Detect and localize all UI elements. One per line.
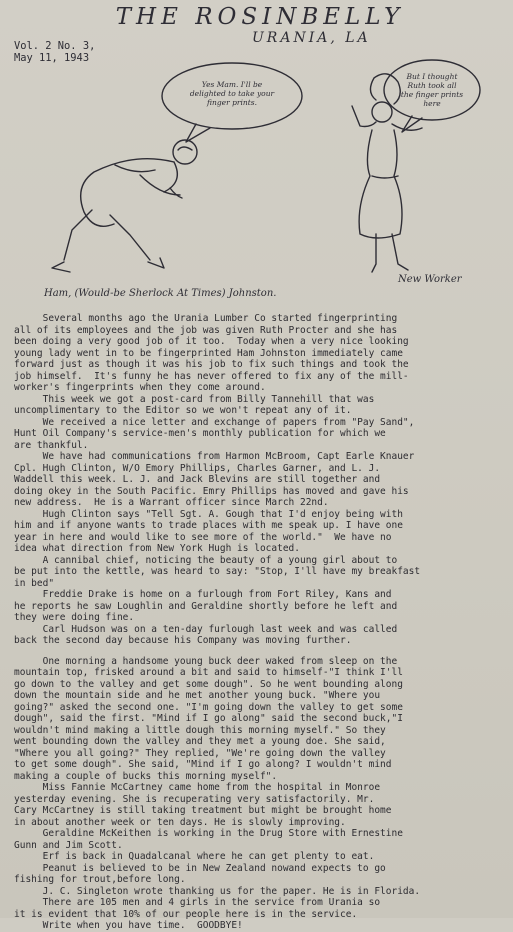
article-line: be put into the kettle, was heard to say: "Stop, I'll have my breakfast [14,566,421,577]
article-line: There are 105 men and 4 girls in the service from Urania so [14,897,381,908]
article-line: back the second day because his Company was moving further. [14,635,352,646]
article-line: doing okey in the South Pacific. Emry Phillips has moved and gave his [14,485,409,497]
article-line: making a couple of bucks this morning myself". [14,770,278,782]
cartoon-illustration [0,0,513,310]
article-line: to get some dough". She said, "Mind if I go along? I wouldn't mind [14,759,392,770]
article-line: new address. He is a Warrant officer since March 22nd. [14,497,329,508]
article-line: job himself. It's funny he has never offered to fix any of the mill- [14,370,409,382]
article-line: going?" asked the second one. "I'm going down the valley to get some [14,701,403,713]
article-line: worker's fingerprints when they come around. [14,382,266,393]
man-figure [52,140,197,272]
right-bubble-line: But I thought [406,72,458,81]
article-line: forward just as though it was his job to fix such things and took the [14,359,409,370]
article-line: in about another week or ten days. He is slowly improving. [14,816,346,828]
right-bubble-text [396,72,468,108]
article-line: Geraldine McKeithen is working in the Drug Store with Ernestine [14,828,403,839]
article-line: young lady went in to be fingerprinted Ham Johnston immediately came [14,347,403,359]
left-caption: Ham, (Would-be Sherlock At Times) Johnston. [44,288,277,299]
article-line: Hunt Oil Company's service-men's monthly publication for which we [14,428,386,439]
article-line: fishing for trout,before long. [14,874,186,885]
article-line: in bed" [14,577,55,589]
article-line: Cary McCartney is still taking treatment but might be brought home [14,805,392,816]
masthead-title: THE ROSINBELLY [115,4,405,30]
article-line: are thankful. [14,439,89,451]
article-line: "Where you all going?" They replied, "We're going down the valley [14,747,386,759]
article-line: mountain top, frisked around a bit and said to himself-"I think I'll [14,667,403,678]
article-line: Hugh Clinton says "Tell Sgt. A. Gough that I'd enjoy being with [14,508,403,520]
article-line: Write when you have time. GOODBYE! [14,920,243,931]
article-line: Freddie Drake is home on a furlough from Fort Riley, Kans and [14,589,392,600]
article-line: dough", said the first. "Mind if I go along" said the second buck,"I [14,713,403,724]
article-line: went bounding down the valley and they met a young doe. She said, [14,736,386,747]
left-bubble-line: finger prints. [207,98,257,107]
article-block [14,656,506,932]
article-line: year in here and would like to see more of the world." We have no [14,531,392,543]
article-line: J. C. Singleton wrote thanking us for the paper. He is in Florida. [14,885,421,897]
article-line: Waddell this week. L. J. and Jack Blevins are still together and [14,474,381,485]
article-block [14,313,506,647]
article-line: We have had communications from Harmon McBroom, Capt Earle Knauer [14,451,415,462]
article-line: uncomplimentary to the Editor so we won't repeat any of it. [14,405,352,416]
article-line: all of its employees and the job was given Ruth Procter and she has [14,324,398,336]
issue-date: May 11, 1943 [14,52,90,64]
right-bubble-line: Ruth took all [407,81,457,90]
article-line: go down to the valley and get some dough". So he went bounding along [14,678,403,690]
article-line: We received a nice letter and exchange of papers from "Pay Sand", [14,416,415,428]
article-line: Gunn and Jim Scott. [14,839,123,851]
article-line: him and if anyone wants to trade places with me speak up. I have one [14,520,403,531]
masthead-place: URANIA, LA [252,30,371,46]
article-line: This week we got a post-card from Billy Tannehill that was [14,393,375,405]
article-line: they were doing fine. [14,612,135,623]
issue-volume: Vol. 2 No. 3, [14,40,96,52]
article-body [14,313,506,932]
right-bubble-line: the finger prints [400,90,464,99]
article-line: One morning a handsome young buck deer waked from sleep on the [14,655,398,667]
article-line: Miss Fannie McCartney came home from the hospital in Monroe [14,782,381,793]
article-line: it is evident that 10% of our people here is in the service. [14,908,358,920]
article-line: Peanut is believed to be in New Zealand nowand expects to go [14,862,386,874]
article-line: down the mountain side and he met another young buck. "Where you [14,690,381,701]
article-line: idea what direction from New York Hugh is located. [14,543,300,554]
article-line: Carl Hudson was on a ten-day furlough last week and was called [14,623,398,635]
article-line: wouldn't mind making a little dough this morning myself." So they [14,724,386,736]
article-line: been doing a very good job of it too. Today when a very nice looking [14,336,409,347]
right-bubble-line: here [423,99,441,108]
left-bubble-line: Yes Mam. I'll be [201,80,263,89]
left-bubble-line: delighted to take your [189,89,275,98]
left-bubble-text [176,80,288,107]
article-line: he reports he saw Loughlin and Geraldine shortly before he left and [14,600,398,612]
article-line: Cpl. Hugh Clinton, W/O Emory Phillips, Charles Garner, and L. J. [14,462,381,474]
article-line: Several months ago the Urania Lumber Co started fingerprinting [14,313,398,324]
article-line: Erf is back in Quadalcanal where he can get plenty to eat. [14,851,375,862]
article-line: A cannibal chief, noticing the beauty of a young girl about to [14,554,398,566]
article-line: yesterday evening. She is recuperating very satisfactorily. Mr. [14,793,375,805]
right-caption: New Worker [398,274,462,285]
